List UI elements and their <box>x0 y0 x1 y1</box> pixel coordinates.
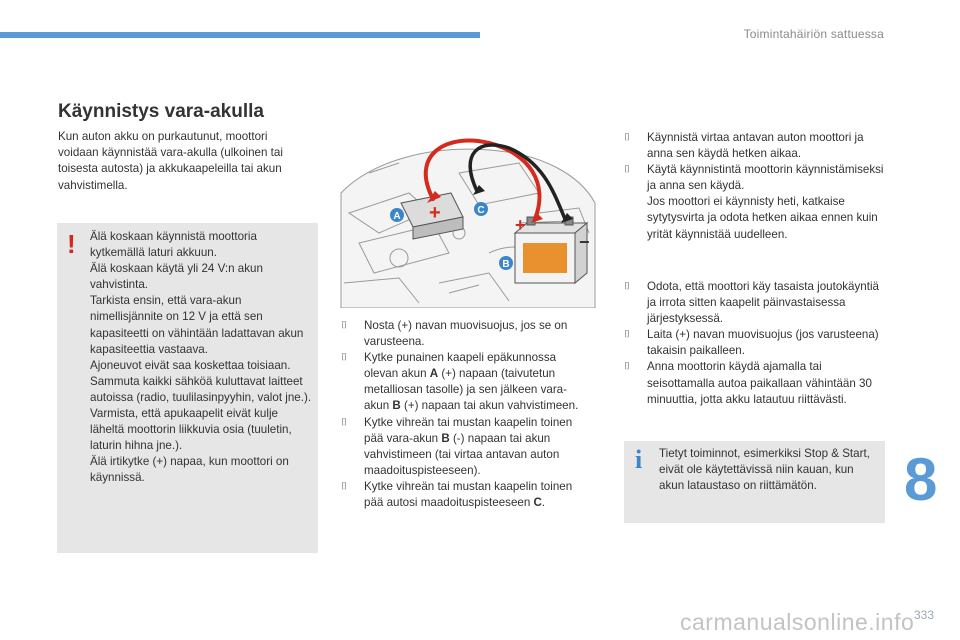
warning-line: Varmista, että apukaapelit eivät kulje läheltä moottorin liikkuvia osia (tuuletin, laturin hihna jne.). <box>90 407 292 453</box>
label-a <box>390 208 404 222</box>
info-box <box>624 441 885 523</box>
bullet-icon: ⌷ <box>341 480 347 492</box>
info-icon: i <box>635 445 643 474</box>
step-item: ⌷ Kytke punainen kaapeli epäkunnossa olevan akun A (+) napaan (taivutetun metalliosan tasolle) ja sen jälkeen vara-akun B (+) napaan tai akun vahvistimeen. <box>341 351 579 413</box>
section-header: Toimintahäiriön sattuessa <box>743 27 884 41</box>
bullet-icon: ⌷ <box>624 164 630 176</box>
minus-sign-b: − <box>579 232 590 252</box>
page-title: Käynnistys vara-akulla <box>58 101 264 122</box>
info-text: Tietyt toiminnot, esimerkiksi Stop & Start, eivät ole käytettävissä niin kauan, kun akun lataustaso on riittämätön. <box>659 447 870 493</box>
chapter-number: 8 <box>904 446 938 513</box>
warning-line: Ajoneuvot eivät saa koskettaa toisiaan. <box>90 358 291 372</box>
warning-box <box>57 223 318 553</box>
exclamation-icon: ! <box>67 229 76 259</box>
label-c <box>474 202 488 216</box>
intro-paragraph: Kun auton akku on purkautunut, moottori voidaan käynnistää vara-akulla (ulkoinen tai toisesta autosta) ja akkukaapeleilla tai akun vahvistimella. <box>58 130 283 192</box>
plus-sign-a: + <box>429 202 441 224</box>
watermark: carmanualsonline.info <box>680 609 915 635</box>
warning-line: Älä koskaan käytä yli 24 V:n akun vahvistinta. <box>90 262 263 292</box>
step-item: ⌷ Kytke vihreän tai mustan kaapelin toinen pää vara-akun B (-) napaan tai akun vahvistimeen (tai virtaa antavan auton maadoituspisteeseen). <box>341 415 573 477</box>
warning-line: Tarkista ensin, että vara-akun nimellisjännite on 12 V ja että sen kapasiteetti on vähintään ladattavan akun kapasiteettia vastaava. <box>90 294 304 356</box>
page-number: 333 <box>914 608 935 622</box>
step-item: ⌷ Käytä käynnistintä moottorin käynnistämiseksi ja anna sen käydä. Jos moottori ei käynnisty heti, katkaise sytytysvirta ja odota hetken aikaa ennen kuin yrität käynnistää uudelleen. <box>624 163 884 241</box>
bullet-icon: ⌷ <box>341 416 347 428</box>
svg-text:C: C <box>477 205 485 216</box>
step-item: ⌷ Laita (+) navan muovisuojus (jos varusteena) takaisin paikalleen. <box>624 328 879 358</box>
warning-line: Älä irtikytke (+) napaa, kun moottori on käynnissä. <box>90 455 289 485</box>
top-accent-bar <box>0 32 480 38</box>
steps-right-bottom <box>624 279 886 408</box>
step-item: ⌷ Anna moottorin käydä ajamalla tai seisottamalla autoa paikallaan vähintään 30 minuuttia, jotta akku latautuu riittävästi. <box>624 360 872 406</box>
step-item: ⌷ Odota, että moottori käy tasaista joutokäyntiä ja irrota sitten kaapelit päinvastaisessa järjestyksessä. <box>624 280 879 326</box>
step-item: ⌷ Kytke vihreän tai mustan kaapelin toinen pää autosi maadoituspisteeseen C. <box>341 479 573 510</box>
step-item: ⌷ Nosta (+) navan muovisuojus, jos se on varusteena. <box>341 319 568 349</box>
steps-middle <box>341 318 591 511</box>
bullet-icon: ⌷ <box>341 352 347 364</box>
label-b <box>499 256 513 270</box>
bullet-icon: ⌷ <box>624 361 630 373</box>
jump-start-illustration <box>339 133 597 308</box>
battery-b <box>515 217 587 283</box>
warning-line: Sammuta kaikki sähköä kuluttavat laitteet autoissa (radio, tuulilasinpyyhin, valot jne.). <box>90 374 312 404</box>
bullet-icon: ⌷ <box>624 132 630 143</box>
svg-text:B: B <box>502 259 510 270</box>
bullet-icon: ⌷ <box>624 281 630 292</box>
warning-line: Älä koskaan käynnistä moottoria kytkemällä laturi akkuun. <box>90 230 257 260</box>
warning-text <box>90 229 312 487</box>
plus-sign-b: + <box>515 215 526 235</box>
step-item: ⌷ Käynnistä virtaa antavan auton moottori ja anna sen käydä hetken aikaa. <box>624 131 864 161</box>
bullet-icon: ⌷ <box>624 329 630 341</box>
svg-text:A: A <box>393 211 401 222</box>
steps-right-top <box>624 130 886 243</box>
bullet-icon: ⌷ <box>341 320 347 331</box>
